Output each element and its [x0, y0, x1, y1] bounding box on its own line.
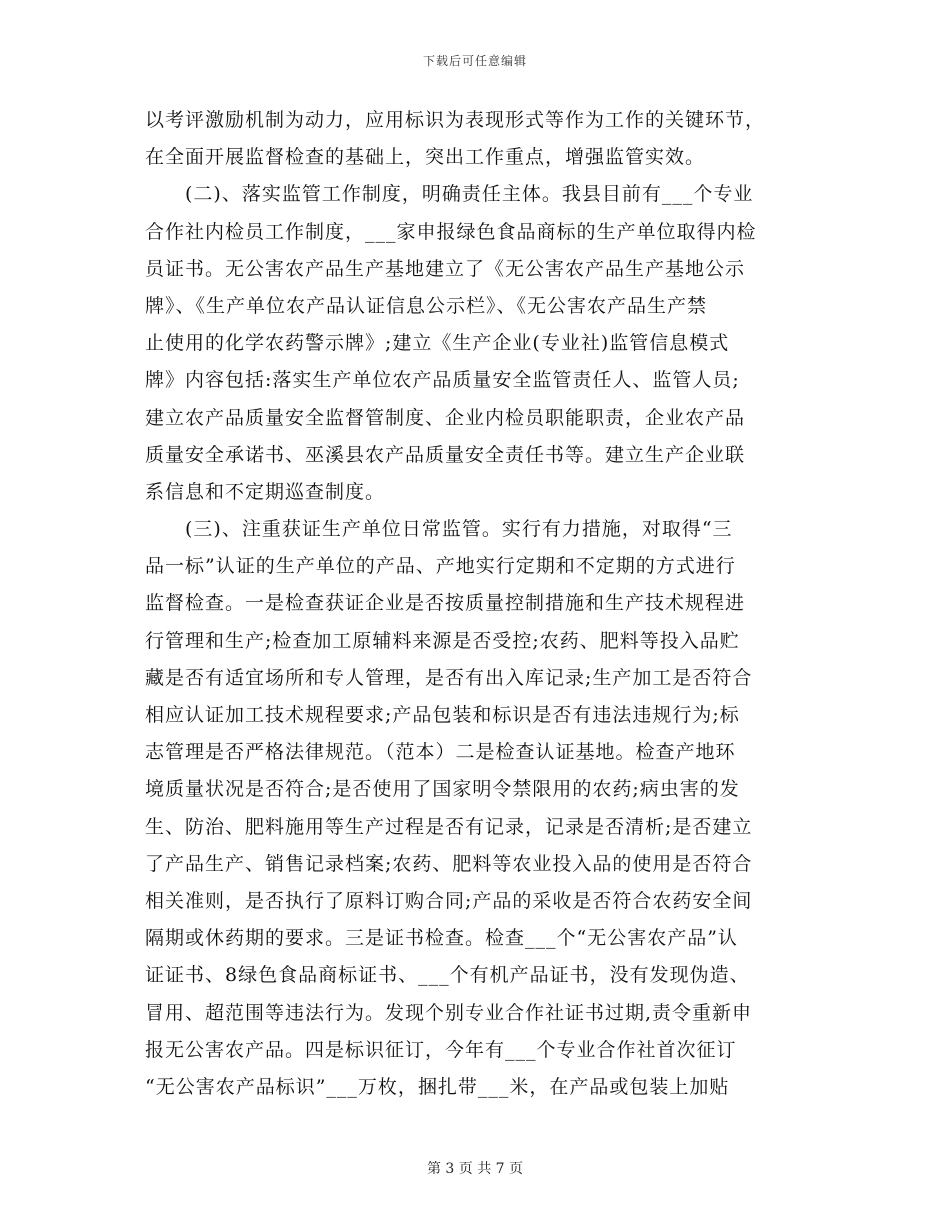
text-line: 系信息和不定期巡查制度。	[145, 480, 386, 503]
text-line: 相应认证加工技术规程要求;产品包装和标识是否有违法违规行为;标	[145, 704, 740, 726]
text-line: 以考评激励机制为动力，应用标识为表现形式等作为工作的关键环节，	[145, 109, 766, 131]
text-line: 相关准则，是否执行了原料订购合同;产品的采收是否符合农药安全间	[145, 889, 753, 912]
text-line: 藏是否有适宜场所和专人管理，是否有出入库记录;生产加工是否符合	[145, 666, 753, 689]
text-line: 品一标”认证的生产单位的产品、产地实行定期和不定期的方式进行	[145, 555, 736, 578]
text-line: 冒用、超范围等违法行为。发现个别专业合作社证书过期,责令重新申	[145, 1001, 753, 1024]
text-line: 了产品生产、销售记录档案;农药、肥料等农业投入品的使用是否符合	[145, 852, 753, 875]
text-line: 报无公害农产品。四是标识征订，今年有___个专业合作社首次征订	[145, 1038, 737, 1061]
text-line: 在全面开展监督检查的基础上，突出工作重点，增强监管实效。	[145, 146, 706, 169]
text-line: 生、防治、肥料施用等生产过程是否有记录，记录是否清析;是否建立	[145, 815, 753, 838]
text-line: “无公害农产品标识”___万枚，捆扎带___米，在产品或包装上加贴	[145, 1075, 730, 1098]
text-line: 止使用的化学农药警示牌》;建立《生产企业(专业社)监管信息模式	[145, 332, 730, 355]
text-line: 志管理是否严格法律规范。（范本）二是检查认证基地。检查产地环	[145, 741, 736, 764]
text-line: 监督检查。一是检查获证企业是否按质量控制措施和生产技术规程进	[145, 592, 746, 615]
text-line: (三)、注重获证生产单位日常监管。实行有力措施，对取得“三	[145, 518, 733, 541]
text-line: 质量安全承诺书、巫溪县农产品质量安全责任书等。建立生产企业联	[145, 443, 746, 466]
text-line: 隔期或休药期的要求。三是证书检查。检查___个“无公害农产品”认	[145, 927, 738, 950]
text-line: 员证书。无公害农产品生产基地建立了《无公害农产品生产基地公示	[145, 257, 746, 280]
text-line: 行管理和生产;检查加工原辅料来源是否受控;农药、肥料等投入品贮	[145, 629, 740, 652]
text-line: 合作社内检员工作制度，___家申报绿色食品商标的生产单位取得内检	[145, 220, 757, 243]
page-header-note: 下载后可任意编辑	[422, 54, 527, 68]
page-number: 第 3 页 共 7 页	[426, 1161, 524, 1177]
text-line: 建立农产品质量安全监督管制度、企业内检员职能职责，企业农产品	[145, 406, 746, 429]
text-line: 证证书、8绿色食品商标证书、___个有机产品证书，没有发现伪造、	[145, 964, 750, 987]
text-line: 牌》内容包括:落实生产单位农产品质量安全监管责任人、监管人员;	[145, 369, 740, 392]
text-line: 境质量状况是否符合;是否使用了国家明令禁限用的农药;病虫害的发	[145, 778, 740, 801]
document-body	[145, 102, 797, 1106]
text-line: 牌》、《生产单位农产品认证信息公示栏》、《无公害农产品生产禁	[145, 294, 708, 317]
text-line: (二)、落实监管工作制度，明确责任主体。我县目前有___个专业	[145, 183, 754, 206]
